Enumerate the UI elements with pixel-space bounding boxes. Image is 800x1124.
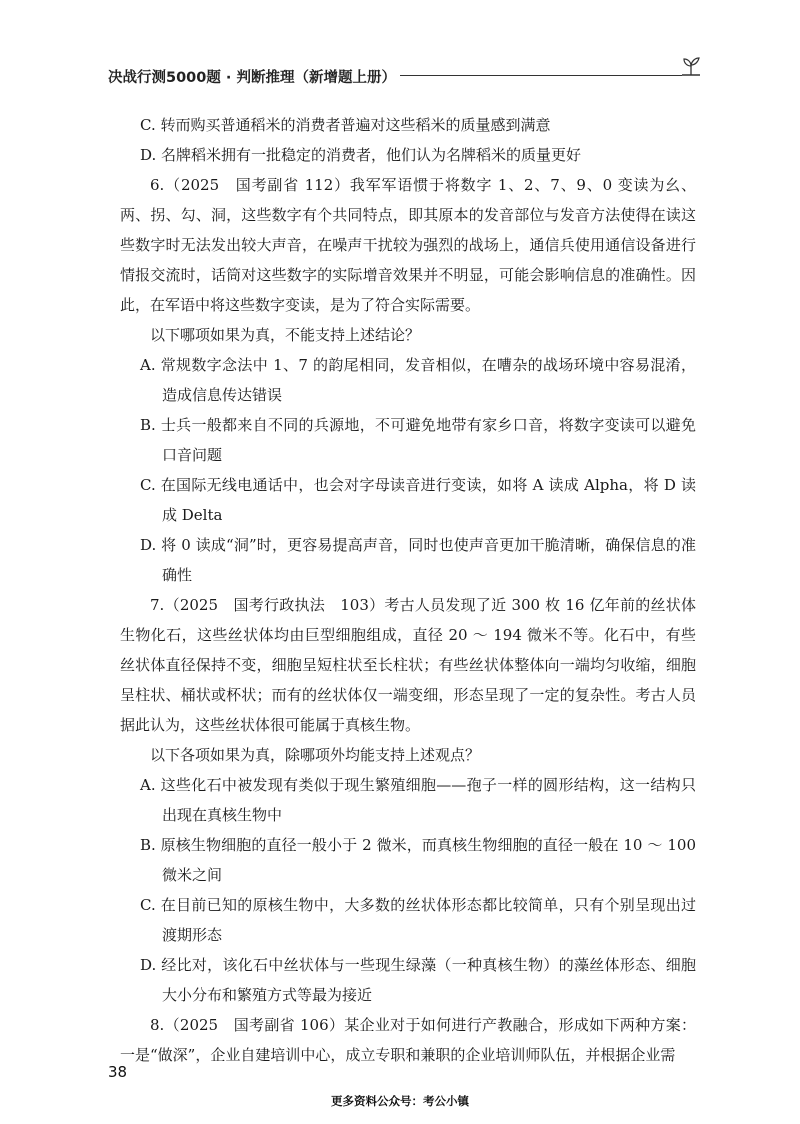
page-number: 38 bbox=[108, 1063, 128, 1081]
question-7-option-b: B. 原核生物细胞的直径一般小于 2 微米，而真核生物细胞的直径一般在 10 ～ 100 微米之间 bbox=[140, 836, 696, 884]
question-6-option-b: B. 士兵一般都来自不同的兵源地，不可避免地带有家乡口音，将数字变读可以避免口音问题 bbox=[140, 416, 696, 464]
header-rule bbox=[400, 75, 682, 76]
question-7-text: 7.（2025 国考行政执法 103）考古人员发现了近 300 枚 16 亿年前的丝状体生物化石，这些丝状体均由巨型细胞组成，直径 20 ～ 194 微米不等。化石中，有些丝状体直径保持不变，细胞呈短柱状至长柱状；有些丝状体整体向一端均匀收缩，细胞呈柱状、桶状或杯状；而有的丝状体仅一端变细，形态呈现了一定的复杂性。考古人员据此认为，这些丝状体很可能属于真核生物。 bbox=[120, 596, 696, 734]
prev-option-d: D. 名牌稻米拥有一批稳定的消费者，他们认为名牌稻米的质量更好 bbox=[140, 146, 582, 164]
question-7-option-a: A. 这些化石中被发现有类似于现生繁殖细胞——孢子一样的圆形结构，这一结构只出现在真核生物中 bbox=[140, 776, 696, 824]
question-7-stem: 以下各项如果为真，除哪项外均能支持上述观点？ bbox=[150, 746, 481, 764]
question-6-option-c: C. 在国际无线电通话中，也会对字母读音进行变读，如将 A 读成 Alpha，将 D 读成 Delta bbox=[140, 476, 696, 524]
question-6-option-d: D. 将 0 读成“洞”时，更容易提高声音，同时也使声音更加干脆清晰，确保信息的准确性 bbox=[140, 536, 696, 584]
footer-note: 更多资料公众号：考公小镇 bbox=[331, 1094, 469, 1108]
question-6-stem: 以下哪项如果为真，不能支持上述结论？ bbox=[150, 326, 421, 344]
question-6-option-a: A. 常规数字念法中 1、7 的韵尾相同，发音相似，在嘈杂的战场环境中容易混淆，造成信息传达错误 bbox=[140, 356, 696, 404]
sprout-icon bbox=[676, 54, 706, 80]
question-7-option-d: D. 经比对，该化石中丝状体与一些现生绿藻（一种真核生物）的藻丝体形态、细胞大小分布和繁殖方式等最为接近 bbox=[140, 956, 696, 1004]
question-8-text: 8.（2025 国考副省 106）某企业对于如何进行产教融合，形成如下两种方案：一是“做深”，企业自建培训中心，成立专职和兼职的企业培训师队伍，并根据企业需 bbox=[120, 1016, 696, 1064]
question-7-option-c: C. 在目前已知的原核生物中，大多数的丝状体形态都比较简单，只有个别呈现出过渡期形态 bbox=[140, 896, 696, 944]
page-body bbox=[120, 110, 696, 1070]
running-header bbox=[108, 62, 708, 90]
book-title: 决战行测5000题 · 判断推理（新增题上册） bbox=[108, 70, 396, 86]
question-6-text: 6.（2025 国考副省 112）我军军语惯于将数字 1、2、7、9、0 变读为幺、两、拐、勾、洞，这些数字有个共同特点，即其原本的发音部位与发音方法使得在读这些数字时无法发出较大声音，在噪声干扰较为强烈的战场上，通信兵使用通信设备进行情报交流时，话筒对这些数字的实际增音效果并不明显，可能会影响信息的准确性。因此，在军语中将这些数字变读，是为了符合实际需要。 bbox=[120, 176, 696, 314]
prev-option-c: C. 转而购买普通稻米的消费者普遍对这些稻米的质量感到满意 bbox=[140, 116, 551, 134]
